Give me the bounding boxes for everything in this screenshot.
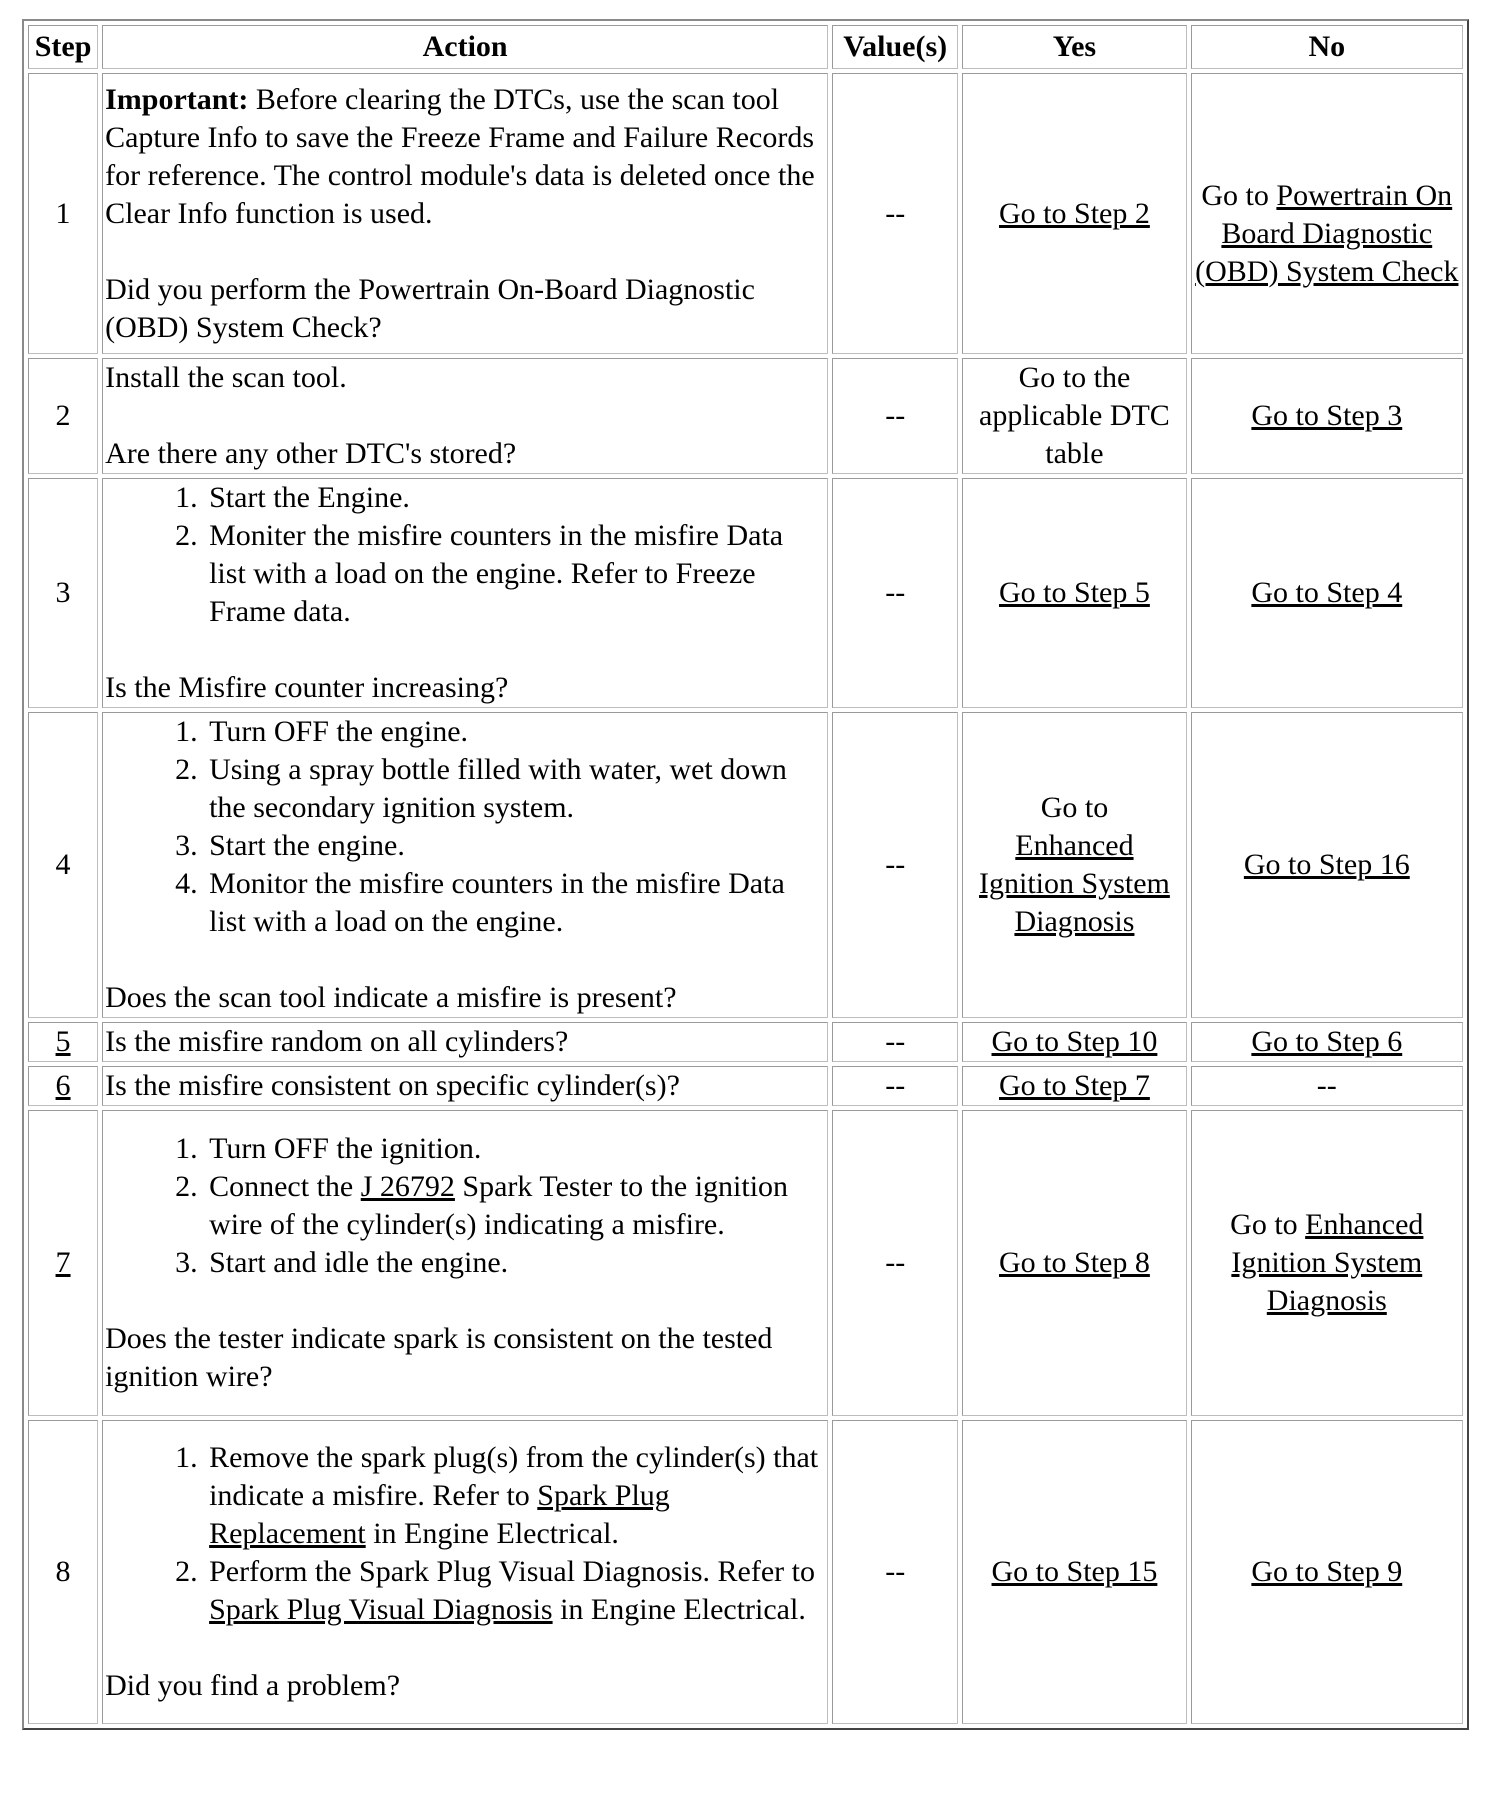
no-cell: --: [1191, 1066, 1463, 1106]
no-cell: [1191, 1022, 1463, 1062]
go-to-step-8-link[interactable]: Go to Step 8: [999, 1246, 1150, 1279]
no-prefix: Go to: [1201, 178, 1277, 212]
table-row: [28, 1022, 1463, 1062]
go-to-step-6-link[interactable]: Go to Step 6: [1251, 1025, 1403, 1058]
yes-cell: [962, 1022, 1186, 1062]
go-to-step-16-link[interactable]: Go to Step 16: [1243, 848, 1410, 881]
step-number: [28, 1066, 98, 1106]
no-cell: [1191, 712, 1463, 1018]
table-row: [28, 358, 1463, 474]
item-text: in Engine Electrical.: [365, 1517, 619, 1550]
question-text: Is the Misfire counter increasing?: [105, 671, 509, 704]
important-note: [105, 81, 825, 233]
item-text: in Engine Electrical.: [552, 1593, 806, 1626]
value-cell: --: [832, 1420, 958, 1724]
yes-cell: [962, 1066, 1186, 1106]
header-yes: Yes: [962, 25, 1186, 69]
step-number: [28, 1110, 98, 1416]
yes-cell: [962, 478, 1186, 708]
important-text: Before clearing the DTCs, use the scan tool Capture Info to save the Freeze Frame and Failure Records for reference. The control module's data is deleted once the Clear Info function is used.: [105, 82, 815, 230]
go-to-step-7-link[interactable]: Go to Step 7: [999, 1069, 1150, 1102]
list-item: [205, 1553, 825, 1629]
step-number: 8: [28, 1420, 98, 1724]
list-item: 1. Turn OFF the engine.: [205, 713, 825, 751]
item-text: Connect the: [209, 1170, 361, 1203]
header-action: Action: [102, 25, 828, 69]
value-cell: --: [832, 1022, 958, 1062]
question-text: Did you perform the Powertrain On-Board Diagnostic (OBD) System Check?: [105, 272, 755, 344]
instruction-list: [105, 713, 825, 941]
important-label: Important:: [105, 82, 249, 116]
value-cell: --: [832, 358, 958, 474]
step-number: 3: [28, 478, 98, 708]
step-number: 2: [28, 358, 98, 474]
table-row: [28, 478, 1463, 708]
value-cell: --: [832, 1110, 958, 1416]
table-row: [28, 1420, 1463, 1724]
no-cell: [1191, 73, 1463, 354]
step-5-link[interactable]: 5: [55, 1025, 71, 1058]
header-step: Step: [28, 25, 98, 69]
action-cell: [102, 712, 828, 1018]
step-6-link[interactable]: 6: [55, 1069, 71, 1102]
no-cell: [1191, 1110, 1463, 1416]
list-item: 1. Turn OFF the ignition.: [205, 1130, 825, 1168]
list-item: 3. Start and idle the engine.: [205, 1244, 825, 1282]
yes-cell: [962, 1110, 1186, 1416]
spark-plug-visual-diagnosis-link[interactable]: Spark Plug Visual Diagnosis: [209, 1593, 553, 1626]
item-text: Spark Tester to the ignition wire of the cylinder(s) indicating a misfire.: [209, 1170, 789, 1241]
diagnostic-table: [22, 19, 1469, 1730]
table-row: [28, 1066, 1463, 1106]
yes-cell: [962, 1420, 1186, 1724]
action-cell: [102, 478, 828, 708]
step-number: 4: [28, 712, 98, 1018]
diagnostic-table-container: [22, 19, 1469, 1730]
action-cell: [102, 1420, 828, 1724]
question-text: Does the scan tool indicate a misfire is present?: [105, 981, 677, 1014]
table-row: [28, 712, 1463, 1018]
instruction-list: [105, 1439, 825, 1629]
list-item: 2. Using a spray bottle filled with water, wet down the secondary ignition system.: [205, 751, 825, 827]
value-cell: --: [832, 478, 958, 708]
step-7-link[interactable]: 7: [55, 1246, 71, 1279]
item-text: Remove the spark plug(s) from the cylinder(s) that indicate a misfire. Refer to: [209, 1441, 819, 1512]
yes-cell: [962, 73, 1186, 354]
list-item: 1. Start the Engine.: [205, 479, 825, 517]
question-text: Is the misfire consistent on specific cylinder(s)?: [102, 1066, 828, 1106]
question-text: Are there any other DTC's stored?: [105, 437, 517, 470]
list-item: 3. Start the engine.: [205, 827, 825, 865]
go-to-step-3-link[interactable]: Go to Step 3: [1251, 399, 1403, 432]
instruction-text: Install the scan tool.: [105, 361, 347, 394]
question-text: Is the misfire random on all cylinders?: [102, 1022, 828, 1062]
value-cell: --: [832, 73, 958, 354]
instruction-list: [105, 1130, 825, 1282]
question-text: Did you find a problem?: [105, 1669, 401, 1702]
step-number: 1: [28, 73, 98, 354]
go-to-step-4-link[interactable]: Go to Step 4: [1251, 576, 1403, 609]
table-row: [28, 73, 1463, 354]
action-cell: [102, 1110, 828, 1416]
no-cell: [1191, 1420, 1463, 1724]
no-prefix: Go to: [1230, 1208, 1306, 1241]
action-cell: [102, 358, 828, 474]
step-number: [28, 1022, 98, 1062]
enhanced-ignition-link[interactable]: Enhanced Ignition System Diagnosis: [1231, 1208, 1424, 1317]
yes-cell: [962, 712, 1186, 1018]
no-cell: [1191, 358, 1463, 474]
yes-prefix: Go to: [1040, 791, 1109, 824]
header-no: No: [1191, 25, 1463, 69]
table-row: [28, 1110, 1463, 1416]
enhanced-ignition-link[interactable]: Enhanced Ignition System Diagnosis: [979, 829, 1170, 938]
j26792-link[interactable]: J 26792: [360, 1170, 455, 1203]
list-item: 4. Monitor the misfire counters in the misfire Data list with a load on the engine.: [205, 865, 825, 941]
go-to-step-2-link[interactable]: Go to Step 2: [999, 196, 1150, 230]
go-to-step-10-link[interactable]: Go to Step 10: [991, 1025, 1158, 1058]
value-cell: --: [832, 1066, 958, 1106]
instruction-list: [105, 479, 825, 631]
no-cell: [1191, 478, 1463, 708]
go-to-step-9-link[interactable]: Go to Step 9: [1251, 1555, 1403, 1588]
action-cell: [102, 73, 828, 354]
question-text: Does the tester indicate spark is consistent on the tested ignition wire?: [105, 1322, 773, 1393]
go-to-step-5-link[interactable]: Go to Step 5: [999, 576, 1150, 609]
spark-plug-replacement-link[interactable]: Spark Plug Replacement: [209, 1479, 670, 1550]
list-item: [205, 1168, 825, 1244]
item-text: Perform the Spark Plug Visual Diagnosis. Refer to: [209, 1555, 815, 1588]
list-item: [205, 1439, 825, 1553]
list-item: 2. Moniter the misfire counters in the misfire Data list with a load on the engine. Refer to Freeze Frame data.: [205, 517, 825, 631]
header-row: [28, 25, 1463, 69]
yes-cell: Go to the applicable DTC table: [962, 358, 1186, 474]
header-values: Value(s): [832, 25, 958, 69]
value-cell: --: [832, 712, 958, 1018]
powertrain-obd-check-link[interactable]: Powertrain On Board Diagnostic (OBD) System Check: [1195, 178, 1459, 288]
go-to-step-15-link[interactable]: Go to Step 15: [991, 1555, 1158, 1588]
